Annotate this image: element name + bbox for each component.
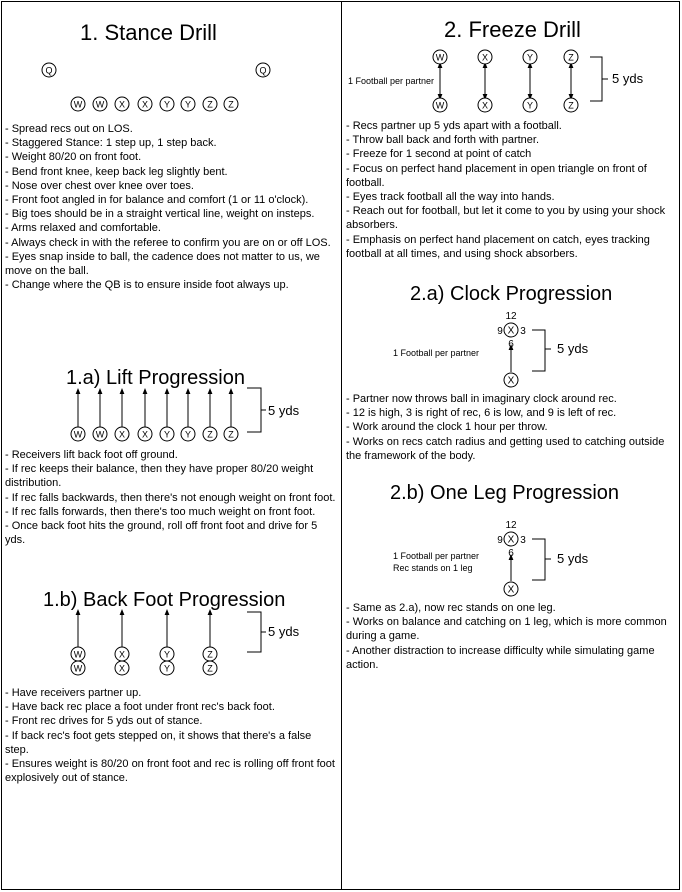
receiver-marker: Y — [184, 99, 192, 110]
receiver-marker: Z — [228, 429, 234, 440]
one-leg-note: Rec stands on 1 leg — [393, 563, 473, 573]
receiver-marker: Y — [526, 100, 534, 111]
receiver-marker: Y — [526, 52, 534, 63]
receiver-marker: Y — [163, 649, 171, 660]
bullet-item: - Receivers lift back foot off ground. — [5, 449, 178, 461]
receiver-marker: X — [118, 649, 126, 660]
receiver-marker: Z — [228, 99, 234, 110]
bullet-item: - Eyes snap inside to ball, the cadence does not matter to us, we move on the ball. — [5, 250, 320, 278]
football-note: 1 Football per partner — [348, 76, 435, 86]
qb-marker: Q — [259, 65, 267, 76]
freeze-diagram — [342, 40, 680, 120]
bullet-item: - Nose over chest over knee over toes. — [5, 179, 194, 192]
one-leg-bullets — [346, 601, 676, 672]
bullet-item: - Work around the clock 1 hour per throw. — [346, 421, 548, 434]
freeze-bullets — [346, 119, 676, 261]
receiver-marker: X — [507, 534, 515, 546]
bullet-item: - Works on recs catch radius and getting used to catching outside the framework of the body. — [346, 435, 665, 462]
bullet-item: - If back rec's foot gets stepped on, it shows that there's a false step. — [5, 729, 312, 756]
lift-diagram — [0, 380, 341, 450]
stance-drill-title: 1. Stance Drill — [80, 20, 217, 45]
bullet-item: - Recs partner up 5 yds apart with a football. — [346, 120, 562, 132]
bullet-item: - Front rec drives for 5 yds out of stance. — [5, 715, 203, 728]
one-leg-progression-title: 2.b) One Leg Progression — [390, 482, 620, 504]
distance-bracket — [590, 57, 608, 101]
bullet-item: - Have receivers partner up. — [5, 687, 142, 699]
clock-number-12: 12 — [505, 520, 517, 531]
distance-label: 5 yds — [268, 403, 300, 418]
receiver-marker: X — [118, 663, 126, 674]
back-foot-progression-title: 1.b) Back Foot Progression — [43, 589, 286, 611]
clock-number-12: 12 — [505, 311, 517, 322]
receiver-marker: X — [507, 325, 515, 337]
bullet-item: - Have back rec place a foot under front rec's back foot. — [5, 701, 275, 714]
bullet-item: - Freeze for 1 second at point of catch — [346, 148, 532, 161]
bullet-item: - 12 is high, 3 is right of rec, 6 is low, and 9 is left of rec. — [346, 407, 617, 420]
receiver-marker: X — [118, 429, 126, 440]
receiver-marker: W — [73, 429, 83, 440]
lift-progression-title: 1.a) Lift Progression — [66, 367, 245, 389]
bullet-item: - Ensures weight is 80/20 on front foot and rec is rolling off front foot explosively out of stance. — [5, 758, 335, 785]
receiver-marker: Z — [207, 99, 213, 110]
receiver-marker: Z — [207, 649, 213, 660]
receiver-marker: W — [95, 429, 105, 440]
receiver-marker: Z — [207, 663, 213, 674]
receiver-marker: X — [481, 52, 489, 63]
freeze-drill-title: 2. Freeze Drill — [444, 17, 581, 42]
bullet-item: - Emphasis on perfect hand placement on catch, eyes tracking football at all times, and using shock absorbers. — [346, 233, 650, 260]
clock-number-9: 9 — [497, 535, 503, 546]
back-foot-bullets — [5, 686, 337, 785]
receiver-marker: W — [435, 52, 445, 63]
receiver-marker: W — [73, 99, 83, 110]
clock-number-3: 3 — [520, 326, 526, 337]
bullet-item: - Change where the QB is to ensure inside foot always up. — [5, 279, 289, 292]
distance-bracket — [532, 330, 551, 371]
distance-label: 5 yds — [268, 624, 300, 639]
bullet-item: - Staggered Stance: 1 step up, 1 step back. — [5, 137, 217, 150]
clock-number-6: 6 — [508, 548, 514, 559]
bullet-item: - Always check in with the referee to confirm you are on or off LOS. — [5, 236, 331, 249]
bullet-item: - Weight 80/20 on front foot. — [5, 151, 142, 164]
clock-number-9: 9 — [497, 326, 503, 337]
bullet-item: - Throw ball back and forth with partner. — [346, 134, 540, 147]
clock-number-6: 6 — [508, 339, 514, 350]
bullet-item: - Another distraction to increase difficulty while simulating game action. — [346, 644, 655, 671]
receiver-marker: X — [481, 100, 489, 111]
football-note: 1 Football per partner — [393, 551, 480, 561]
receiver-marker: Z — [207, 429, 213, 440]
receiver-marker: Y — [163, 99, 171, 110]
distance-bracket — [247, 612, 266, 652]
bullet-item: - Reach out for football, but let it come to you by using your shock absorbers. — [346, 205, 666, 232]
clock-number-3: 3 — [520, 535, 526, 546]
clock-diagram — [342, 305, 680, 395]
receiver-marker: Z — [568, 100, 574, 111]
one-leg-diagram — [342, 515, 680, 605]
receiver-marker: W — [73, 663, 83, 674]
column-divider — [341, 1, 342, 890]
clock-progression-title: 2.a) Clock Progression — [410, 283, 613, 305]
bullet-item: - Works on balance and catching on 1 leg, which is more common during a game. — [346, 616, 667, 643]
bullet-item: - Bend front knee, keep back leg slightly bent. — [5, 165, 228, 178]
receiver-marker: Y — [184, 429, 192, 440]
stance-diagram — [0, 0, 341, 120]
bullet-item: - Front foot angled in for balance and comfort (1 or 11 o'clock). — [5, 194, 309, 207]
receiver-marker: X — [141, 429, 149, 440]
distance-label: 5 yds — [557, 551, 589, 566]
receiver-marker: Y — [163, 429, 171, 440]
distance-label: 5 yds — [557, 341, 589, 356]
bullet-item: - If rec keeps their balance, then they have proper 80/20 weight distribution. — [5, 463, 314, 490]
receiver-marker: X — [507, 584, 515, 596]
stance-bullets — [5, 122, 337, 292]
bullet-item: - Eyes track football all the way into hands. — [346, 191, 555, 204]
receiver-marker: X — [507, 375, 515, 387]
bullet-item: - Spread recs out on LOS. — [5, 123, 133, 135]
football-note: 1 Football per partner — [393, 348, 480, 358]
bullet-item: - If rec falls forwards, then there's too much weight on front foot. — [5, 505, 316, 518]
clock-bullets — [346, 392, 676, 463]
receiver-marker: X — [118, 99, 126, 110]
receiver-marker: W — [95, 99, 105, 110]
bullet-item: - Once back foot hits the ground, roll off front foot and drive for 5 yds. — [5, 520, 318, 547]
distance-label: 5 yds — [612, 71, 644, 86]
receiver-marker: Z — [568, 52, 574, 63]
receiver-marker: W — [73, 649, 83, 660]
bullet-item: - Arms relaxed and comfortable. — [5, 222, 161, 235]
bullet-item: - Focus on perfect hand placement in open triangle on front of football. — [346, 162, 647, 189]
bullet-item: - Big toes should be in a straight vertical line, weight on insteps. — [5, 208, 315, 221]
receiver-marker: X — [141, 99, 149, 110]
bullet-item: - Same as 2.a), now rec stands on one leg. — [346, 602, 556, 614]
qb-marker: Q — [45, 65, 53, 76]
distance-bracket — [247, 388, 266, 432]
distance-bracket — [532, 539, 551, 580]
receiver-marker: Y — [163, 663, 171, 674]
receiver-marker: W — [435, 100, 445, 111]
back-foot-diagram — [0, 600, 341, 680]
bullet-item: - If rec falls backwards, then there's not enough weight on front foot. — [5, 491, 336, 504]
lift-bullets — [5, 448, 337, 547]
bullet-item: - Partner now throws ball in imaginary clock around rec. — [346, 393, 617, 405]
